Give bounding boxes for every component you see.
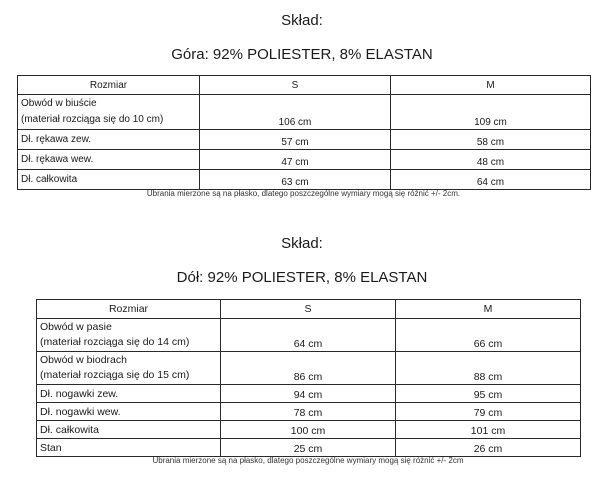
value-m: 58 cm [391,130,591,150]
table-row [37,403,581,421]
table-row [37,352,581,385]
header-size-label: Rozmiar [18,76,200,95]
value-s: 100 cm [221,421,396,439]
table-row [18,130,591,150]
row-label: Dł. nogawki wew. [37,403,221,421]
row-label [37,319,221,352]
value-m: 66 cm [396,319,581,352]
value-s: 47 cm [200,150,391,170]
row-label-note: (materiał rozciąga się do 10 cm) [21,114,164,125]
row-label-line: Obwód w pasie [40,321,112,333]
value-s: 78 cm [221,403,396,421]
top-measurement-note: Ubrania mierzone są na płasko, dlatego poszczególne wymiary mogą się różnić +/- 2cm. [146,189,461,198]
row-label-line: Obwód w biodrach [40,354,127,366]
header-size-s: S [221,300,396,319]
row-label: Stan [37,439,221,457]
table-header-row [18,76,591,95]
row-label: Dł. nogawki zew. [37,385,221,403]
value-s: 63 cm [200,170,391,190]
header-size-m: M [396,300,581,319]
value-m: 101 cm [396,421,581,439]
table-row [18,95,591,130]
value-s: 86 cm [221,352,396,385]
value-s: 64 cm [221,319,396,352]
table-row [18,150,591,170]
top-material-subtitle: Góra: 92% POLIESTER, 8% ELASTAN [171,46,433,63]
table-row [37,319,581,352]
row-label: Dł. rękawa zew. [18,130,200,150]
row-label-line: Obwód w biuście [21,98,97,109]
top-composition-title: Skład: [281,12,323,29]
value-m: 64 cm [391,170,591,190]
table-row [37,385,581,403]
row-label-note: (materiał rozciąga się do 15 cm) [40,369,190,381]
table-row [37,439,581,457]
bottom-composition-title: Skład: [281,235,323,252]
bottom-size-table [36,299,581,457]
value-s: 94 cm [221,385,396,403]
header-size-s: S [200,76,391,95]
bottom-measurement-note: Ubrania mierzone są na płasko, dlatego poszczególne wymiary mogą się różnić +/- 2cm [152,456,464,465]
value-m: 79 cm [396,403,581,421]
value-s: 25 cm [221,439,396,457]
table-row [18,170,591,190]
table-header-row [37,300,581,319]
value-m: 95 cm [396,385,581,403]
row-label: Dł. rękawa wew. [18,150,200,170]
row-label [37,352,221,385]
top-size-table [17,75,591,190]
bottom-material-subtitle: Dół: 92% POLIESTER, 8% ELASTAN [176,269,428,286]
header-size-label: Rozmiar [37,300,221,319]
value-s: 57 cm [200,130,391,150]
row-label [18,95,200,130]
row-label: Dł. całkowita [18,170,200,190]
value-m: 26 cm [396,439,581,457]
value-m: 48 cm [391,150,591,170]
header-size-m: M [391,76,591,95]
value-s: 106 cm [200,95,391,130]
row-label-note: (materiał rozciąga się do 14 cm) [40,336,190,348]
value-m: 109 cm [391,95,591,130]
table-row [37,421,581,439]
row-label: Dł. całkowita [37,421,221,439]
value-m: 88 cm [396,352,581,385]
